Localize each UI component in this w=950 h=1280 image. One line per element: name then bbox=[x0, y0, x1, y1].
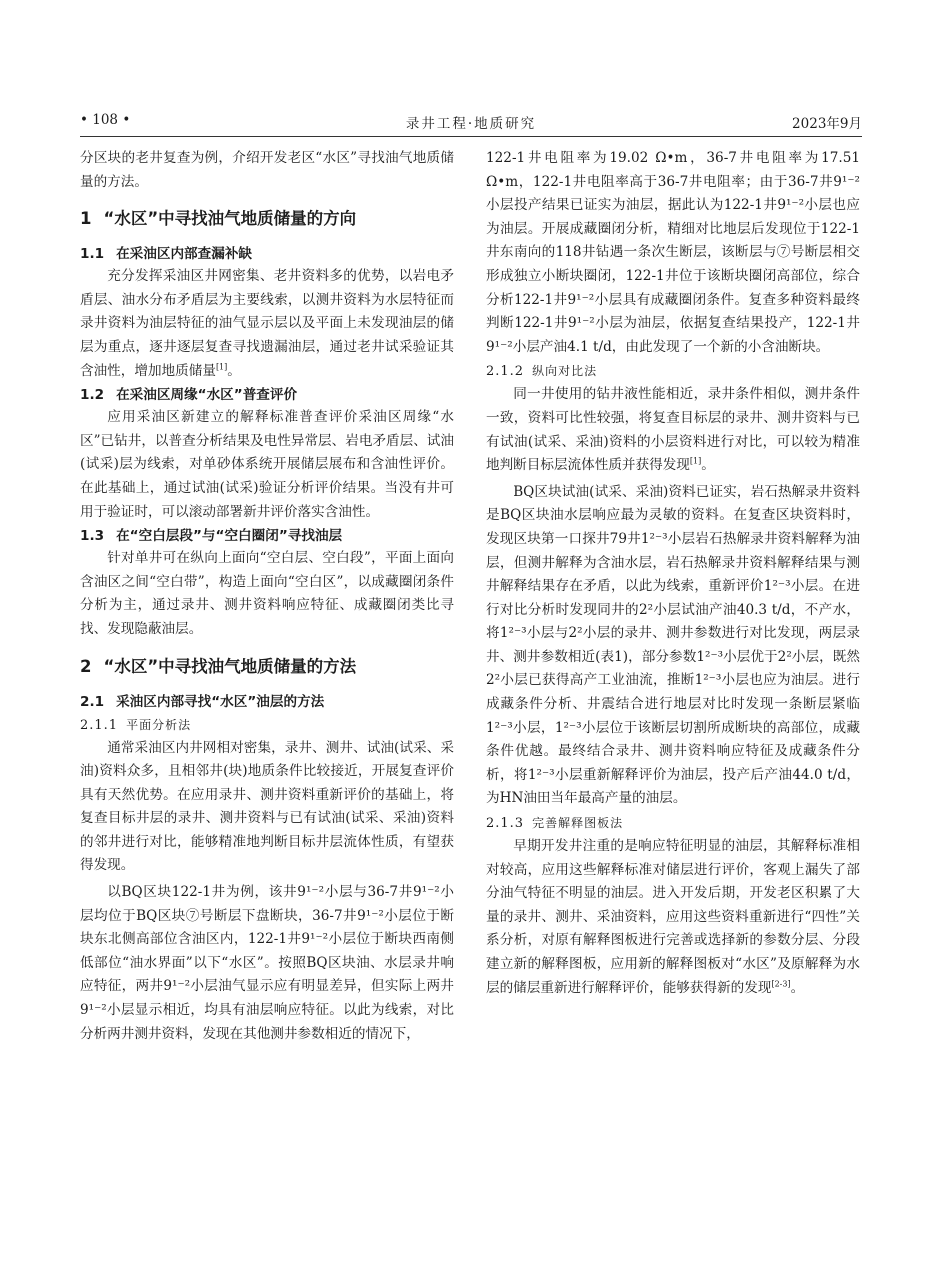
section-2-1-2-heading bbox=[486, 360, 860, 383]
section-title: 在“空白层段”与“空白圈闭”寻找油层 bbox=[116, 528, 343, 545]
section-1-3-paragraph: 针对单井可在纵向上面向“空白层、空白段”，平面上面向含油区之间“空白带”，构造上面向“空白区”，以成藏圈闭条件分析为主，通过录井、测井资料响应特征、成藏圈闭类比寻找、发现隐蔽油层。 bbox=[80, 550, 454, 637]
section-number: 1.2 bbox=[80, 387, 105, 404]
continued-paragraph: 122-1井电阻率为19.02 Ω•m，36-7井电阻率为17.51 Ω•m，122-1井电阻率高于36-7井电阻率；由于36-7井9¹⁻²小层投产结果已证实为油层，据此认为122-1井9¹⁻²小层也应为油层。开展成藏圈闭分析，精细对比地层后发现位于122-1井东南向的118井钻遇一条次生断层，该断层与⑦号断层相交形成独立小断块圈闭，122-1井位于该断块圈闭高部位，综合分析122-1井9¹⁻²小层具有成藏圈闭条件。复查多种资料最终判断122-1井9¹⁻²小层为油层，依据复查结果投产，122-1井9¹⁻²小层产油4.1 t/d，由此发现了一个新的小含油断块。 bbox=[486, 150, 860, 355]
section-2-1-2-paragraph: BQ区块试油(试采、采油)资料已证实，岩石热解录井资料是BQ区块油水层响应最为灵敏的资料。在复查区块资料时，发现区块第一口探井79井1²⁻³小层岩石热解录井资料解释为油层，但测井解释为含油水层，岩石热解录井资料解释结果与测井解释结果存在矛盾，以此为线索，重新评价1²⁻³小层。在进行对比分析时发现同井的2²小层试油产油40.3 t/d，不产水，将1²⁻³小层与2²小层的录井、测井参数进行对比发现，两层录井、测井参数相近(表1)，部分参数1²⁻³小层优于2²小层，既然2²小层已获得高产工业油流，推断1²⁻³小层也应为油层。进行成藏条件分析、井震结合进行地层对比时发现一条断层紧临1²⁻³小层，1²⁻³小层位于该断层切割所成断块的高部位，成藏条件优越。最终结合录井、测井资料响应特征及成藏条件分析，将1²⁻³小层重新解释评价为油层，投产后产油44.0 t/d，为HN油田当年最高产量的油层。 bbox=[486, 483, 860, 807]
section-number: 1.1 bbox=[80, 246, 105, 263]
section-1-3-heading bbox=[80, 525, 454, 547]
section-2-1-heading bbox=[80, 691, 454, 713]
section-title: 完善解释图板法 bbox=[532, 816, 624, 831]
citation[interactable]: [1] bbox=[215, 362, 228, 372]
section-2-1-2-paragraph: 同一井使用的钻井液性能相近，录井条件相似，测井条件一致，资料可比性较强，将复查目标层的录井、测井资料与已有试油(试采、采油)资料的小层资料进行对比，可以较为精准地判断目标层流体性质并获得发现[1]。 bbox=[486, 386, 860, 474]
section-number: 2.1.1 bbox=[80, 717, 119, 733]
section-title: 纵向对比法 bbox=[532, 364, 598, 379]
section-1-2-paragraph: 应用采油区新建立的解释标准普查评价采油区周缘“水区”已钻井，以普查分析结果及电性异常层、岩电矛盾层、试油(试采)层为线索，对单砂体系统开展储层展布和含油性评价。在此基础上，通过试油(试采)验证分析评价结果。当没有井可用于验证时，可以滚动部署新井评价落实含油性。 bbox=[80, 409, 454, 520]
citation[interactable]: [1] bbox=[689, 456, 702, 466]
section-1-1-heading bbox=[80, 243, 454, 265]
section-number: 2.1.3 bbox=[486, 816, 525, 832]
section-number: 2.1 bbox=[80, 693, 105, 710]
citation[interactable]: [2-3] bbox=[771, 979, 791, 989]
section-1-2-heading bbox=[80, 384, 454, 406]
section-title: “水区”中寻找油气地质储量的方法 bbox=[103, 656, 357, 676]
section-title: 采油区内部寻找“水区”油层的方法 bbox=[116, 693, 325, 710]
section-1-heading bbox=[80, 207, 454, 231]
right-column bbox=[486, 147, 860, 1000]
section-number: 2 bbox=[80, 656, 92, 676]
section-number: 1 bbox=[80, 209, 92, 229]
issue-date: 2023年9月 bbox=[792, 116, 862, 132]
section-title: 在采油区内部查漏补缺 bbox=[116, 246, 253, 263]
page-header bbox=[80, 112, 862, 134]
section-2-1-3-heading bbox=[486, 812, 860, 835]
section-number: 1.3 bbox=[80, 528, 105, 545]
intro-paragraph: 分区块的老井复查为例，介绍开发老区“水区”寻找油气地质储量的方法。 bbox=[80, 150, 454, 190]
header-rule bbox=[80, 136, 862, 137]
page-number: • 108 • bbox=[80, 112, 131, 128]
section-2-1-1-heading bbox=[80, 714, 454, 737]
section-title: “水区”中寻找油气地质储量的方向 bbox=[103, 209, 357, 229]
section-2-1-1-paragraph: 以BQ区块122-1井为例，该井9¹⁻²小层与36-7井9¹⁻²小层均位于BQ区块⑦号断层下盘断块，36-7井9¹⁻²小层位于断块东北侧高部位含油区内，122-1井9¹⁻²小层位于断块西南侧低部位“油水界面”以下“水区”。按照BQ区块油、水层录井响应特征，两井9¹⁻²小层油气显示应有明显差异，但实际上两井9¹⁻²小层显示相近，均具有油层响应特征。以此为线索，对比分析两井测井资料，发现在其他测井参数相近的情况下， bbox=[80, 884, 454, 1042]
section-title: 平面分析法 bbox=[126, 717, 192, 732]
section-2-heading bbox=[80, 655, 454, 679]
left-column bbox=[80, 147, 454, 1046]
section-2-1-1-paragraph: 通常采油区内井网相对密集，录井、测井、试油(试采、采油)资料众多，且相邻井(块)地质条件比较接近，开展复查评价具有天然优势。在应用录井、测井资料重新评价的基础上，将复查目标井层的录井、测井资料与已有试油(试采、采油)资料的邻井进行对比，能够精准地判断目标井层流体性质，有望获得发现。 bbox=[80, 739, 454, 874]
section-2-1-3-paragraph: 早期开发井注重的是响应特征明显的油层，其解释标准相对较高，应用这些解释标准对储层进行评价，客观上漏失了部分油气特征不明显的油层。进入开发后期，开发老区积累了大量的录井、测井、采油资料，应用这些资料重新进行“四性”关系分析，对原有解释图板进行完善或选择新的参数分层、分段建立新的解释图板，应用新的解释图板对“水区”及原解释为水层的储层重新进行解释评价，能够获得新的发现[2-3]。 bbox=[486, 838, 860, 996]
section-number: 2.1.2 bbox=[486, 364, 525, 380]
journal-title: 录井工程·地质研究 bbox=[405, 116, 537, 132]
section-1-1-paragraph: 充分发挥采油区井网密集、老井资料多的优势，以岩电矛盾层、油水分布矛盾层为主要线索，以测井资料为水层特征而录井资料为油层特征的油气显示层以及平面上未发现油层的储层为重点，逐井逐层复查寻找遗漏油层，通过老井试采验证其含油性，增加地质储量[1]。 bbox=[80, 268, 454, 379]
section-title: 在采油区周缘“水区”普查评价 bbox=[116, 387, 298, 404]
